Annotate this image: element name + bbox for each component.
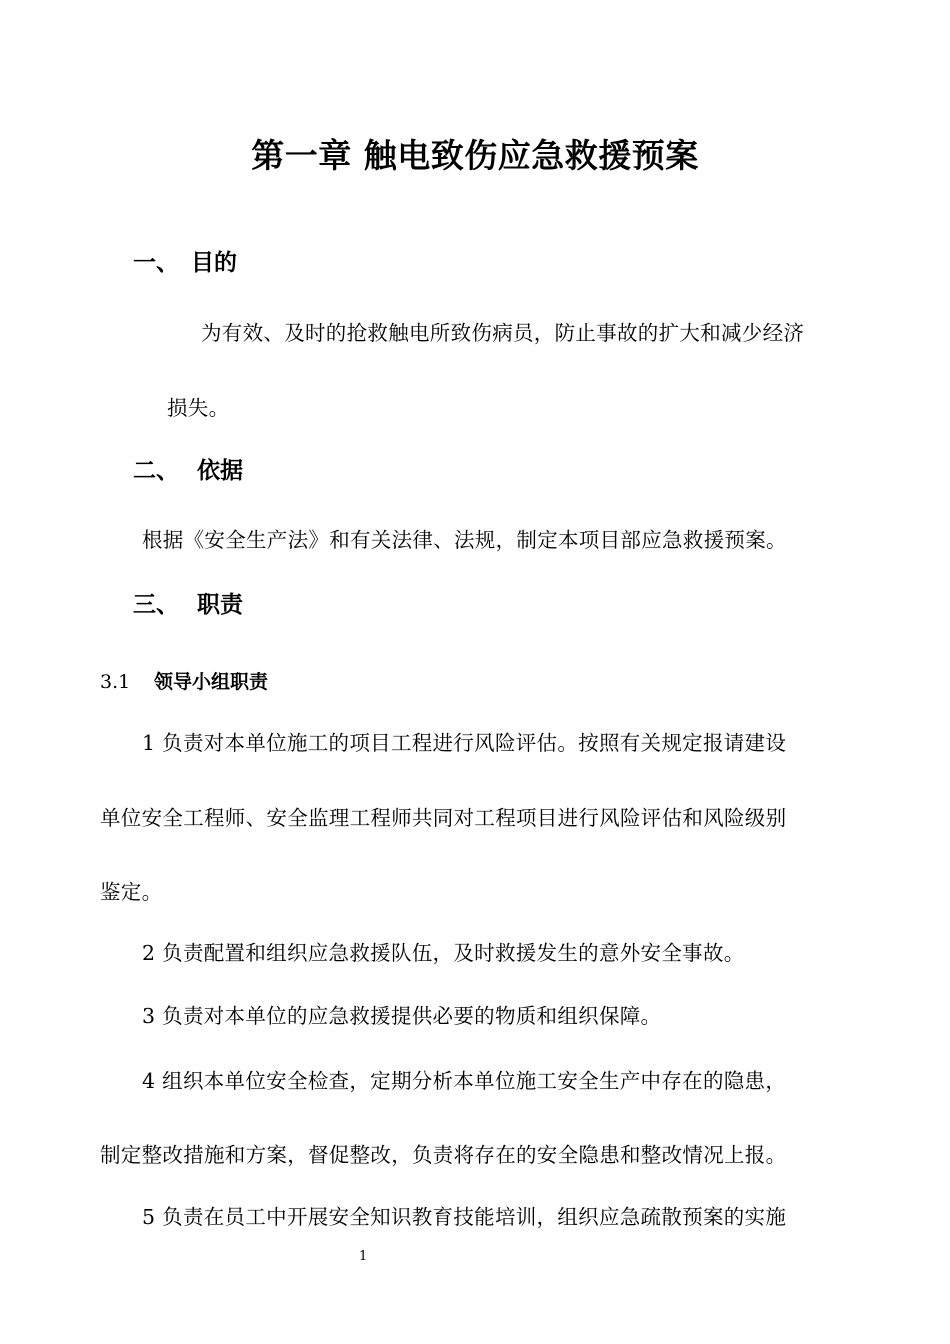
section-title: 职责 xyxy=(197,592,243,618)
section-title: 依据 xyxy=(197,458,243,484)
paragraph-line: 制定整改措施和方案，督促整改，负责将存在的安全隐患和整改情况上报。 xyxy=(100,1143,787,1167)
subsection-title: 领导小组职责 xyxy=(154,671,269,693)
section-heading-duties xyxy=(133,586,243,619)
paragraph-line: 4 组织本单位安全检查，定期分析本单位施工安全生产中存在的隐患， xyxy=(142,1069,787,1093)
section-number: 二、 xyxy=(133,458,179,484)
section-number: 一、 xyxy=(133,250,179,276)
paragraph-line: 根据《安全生产法》和有关法律、法规，制定本项目部应急救援预案。 xyxy=(142,528,787,552)
subsection-number: 3.1 xyxy=(100,671,131,693)
paragraph-line: 为有效、及时的抢救触电所致伤病员，防止事故的扩大和减少经济 xyxy=(201,321,805,345)
section-heading-purpose xyxy=(133,244,237,277)
document-title: 第一章 触电致伤应急救援预案 xyxy=(251,136,699,175)
paragraph-line: 1 负责对本单位施工的项目工程进行风险评估。按照有关规定报请建设 xyxy=(142,731,787,755)
paragraph-line: 3 负责对本单位的应急救援提供必要的物质和组织保障。 xyxy=(142,1004,662,1028)
paragraph-line: 2 负责配置和组织应急救援队伍，及时救援发生的意外安全事故。 xyxy=(142,941,745,965)
section-number: 三、 xyxy=(133,592,179,618)
paragraph-line: 损失。 xyxy=(167,396,230,420)
subsection-heading xyxy=(100,667,268,694)
paragraph-line: 鉴定。 xyxy=(100,880,163,904)
page-number: 1 xyxy=(359,1249,368,1264)
paragraph-line: 5 负责在员工中开展安全知识教育技能培训，组织应急疏散预案的实施 xyxy=(142,1205,787,1229)
section-heading-basis xyxy=(133,452,243,485)
section-title: 目的 xyxy=(191,250,237,276)
paragraph-line: 单位安全工程师、安全监理工程师共同对工程项目进行风险评估和风险级别 xyxy=(100,806,787,830)
